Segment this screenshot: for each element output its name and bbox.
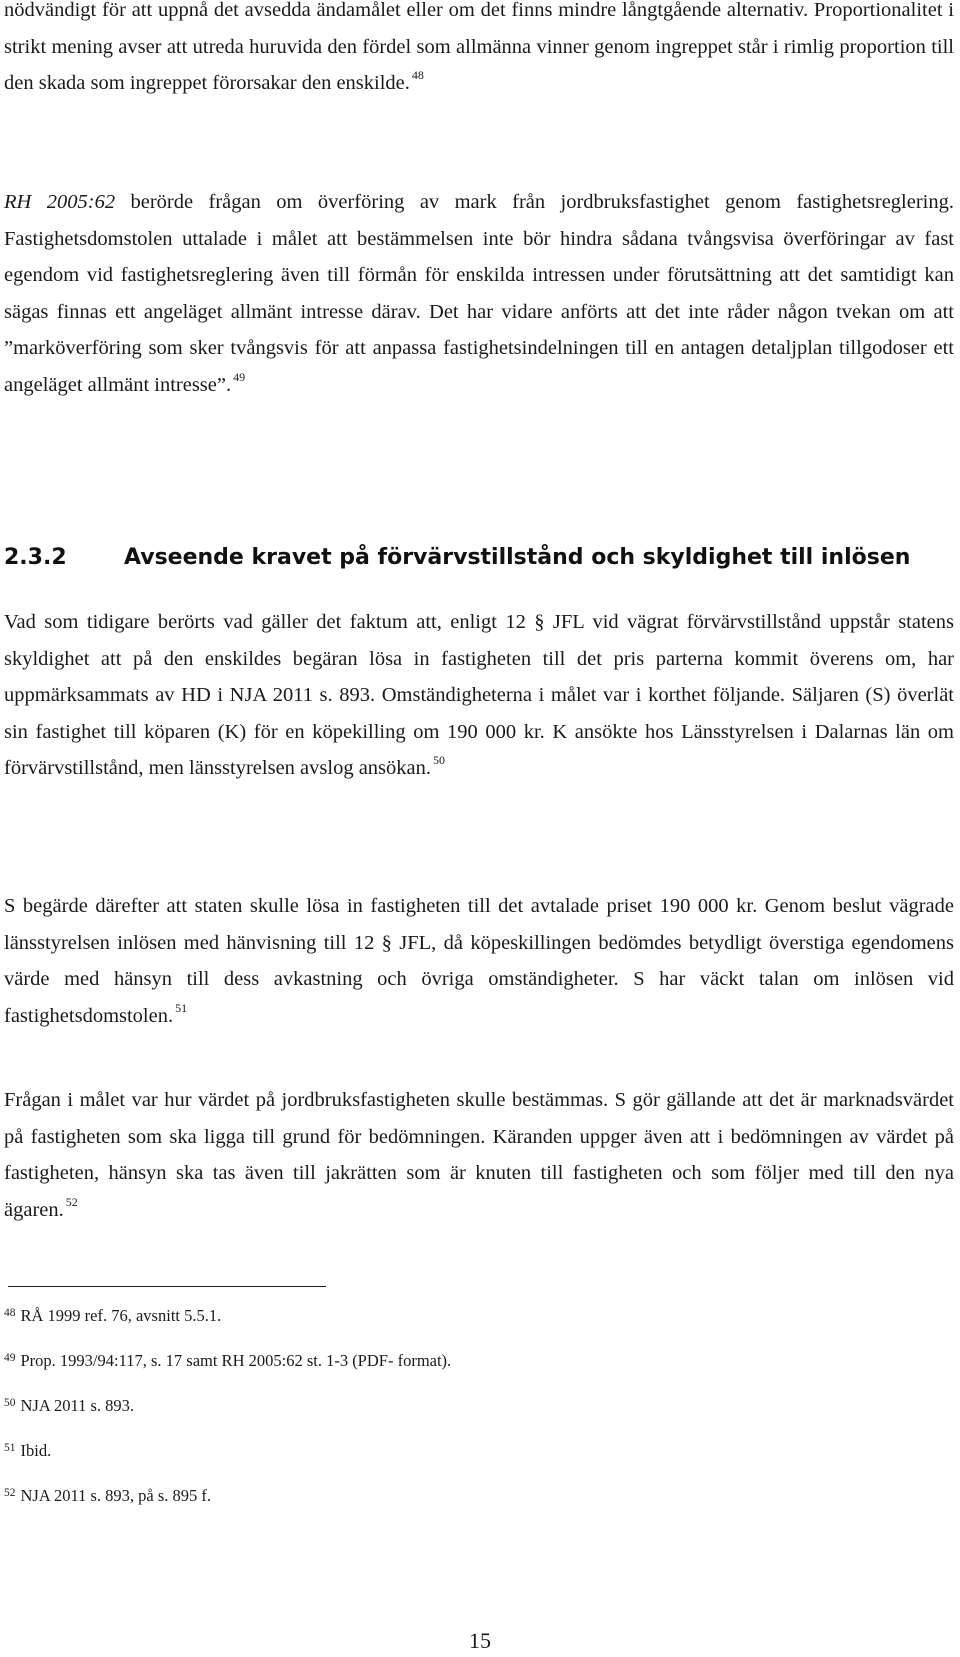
footnote xyxy=(4,1485,954,1507)
footnote-number: 49 xyxy=(4,1352,16,1364)
paragraph-proportionality xyxy=(4,0,954,104)
footnote-ref-50[interactable]: 50 xyxy=(433,753,445,767)
footnote-ref-48[interactable]: 48 xyxy=(411,68,424,82)
paragraph-text: Frågan i målet var hur värdet på jordbruksfastigheten skulle bestämmas. S gör gällande att det är marknadsvärdet på fastigheten som ska ligga till grund för bedömningen. Käranden uppger även att i bedömningen av värdet på fastigheten, hänsyn ska tas även till jakrätten som är knuten till fastigheten och som följer med till den nya ägaren. xyxy=(4,1089,954,1221)
paragraph-text: Vad som tidigare berörts vad gäller det faktum att, enligt 12 § JFL vid vägrat förvärvstillstånd uppstår statens skyldighet att på den enskildes begäran lösa in fastigheten till det pris parterna kommit överens om, har uppmärksammats av HD i NJA 2011 s. 893. Omständigheterna i målet var i korthet följande. Säljaren (S) överlät sin fastighet till köparen (K) för en köpekilling om 190 000 kr. K ansökte hos Länsstyrelsen i Dalarnas län om förvärvstillstånd, men länsstyrelsen avslog ansökan. xyxy=(4,611,954,779)
footnote-text: NJA 2011 s. 893. xyxy=(20,1396,135,1415)
footnote-number: 52 xyxy=(4,1487,16,1499)
footnote-number: 51 xyxy=(4,1442,16,1454)
paragraph-text: berörde frågan om överföring av mark från jordbruksfastighet genom fastighetsreglering. Fastighetsdomstolen uttalade i målet att bestämmelsen inte bör hindra sådana tvångsvisa överföringar av fast egendom vid fastighetsreglering även till förmån för enskilda intressen under förutsättning att det samtidigt kan sägas finnas ett angeläget allmänt intresse därav. Det har vidare anförts att det inte råder någon tvekan om att ”marköverföring som sker tvångsvis för att anpassa fastighetsindelningen till en antagen detaljplan tillgodoser ett angeläget allmänt intresse”. xyxy=(4,191,954,396)
section-heading xyxy=(4,545,954,570)
footnote-number: 50 xyxy=(4,1397,16,1409)
footnote-text: RÅ 1999 ref. 76, avsnitt 5.5.1. xyxy=(20,1306,222,1325)
footnote-ref-51[interactable]: 51 xyxy=(175,1000,188,1015)
footnote-ref-49[interactable]: 49 xyxy=(233,369,246,384)
footnote-ref-52[interactable]: 52 xyxy=(65,1194,78,1209)
paragraph-nja-2011 xyxy=(4,604,954,789)
page-number: 15 xyxy=(469,1628,491,1653)
footnote-number: 48 xyxy=(4,1307,16,1319)
footnote xyxy=(4,1440,954,1462)
paragraph-text: S begärde därefter att staten skulle lösa in fastigheten till det avtalade priset 190 000 kr. Genom beslut vägrade länsstyrelsen inlösen med hänvisning till 12 § JFL, då köpeskillingen bedömdes betydligt överstiga egendomens värde med hänsyn till dess avkastning och övriga omständigheter. S har väckt talan om inlösen vid fastighetsdomstolen. xyxy=(4,895,954,1027)
section-title: Avseende kravet på förvärvstillstånd och skyldighet till inlösen xyxy=(124,545,911,570)
footnote xyxy=(4,1395,954,1417)
footnote xyxy=(4,1350,954,1372)
paragraph-text: nödvändigt för att uppnå det avsedda ändamålet eller om det finns mindre långtgående alternativ. Proportionalitet i strikt mening avser att utreda huruvida den fördel som allmänna vinner genom ingreppet står i rimlig proportion till den skada som ingreppet förorsakar den enskilde. xyxy=(4,0,954,94)
footnote-text: Prop. 1993/94:117, s. 17 samt RH 2005:62 st. 1-3 (PDF- format). xyxy=(20,1351,452,1370)
paragraph-rh-2005-62 xyxy=(4,184,954,405)
case-reference: RH 2005:62 xyxy=(4,191,116,213)
footnotes xyxy=(4,1305,954,1530)
footnote-text: NJA 2011 s. 893, på s. 895 f. xyxy=(20,1486,212,1505)
footnote xyxy=(4,1305,954,1327)
footnote-divider xyxy=(8,1286,326,1287)
paragraph-value-question xyxy=(4,1082,954,1230)
paragraph-inlosen xyxy=(4,888,954,1036)
section-number: 2.3.2 xyxy=(4,545,67,570)
footnote-text: Ibid. xyxy=(20,1441,52,1460)
